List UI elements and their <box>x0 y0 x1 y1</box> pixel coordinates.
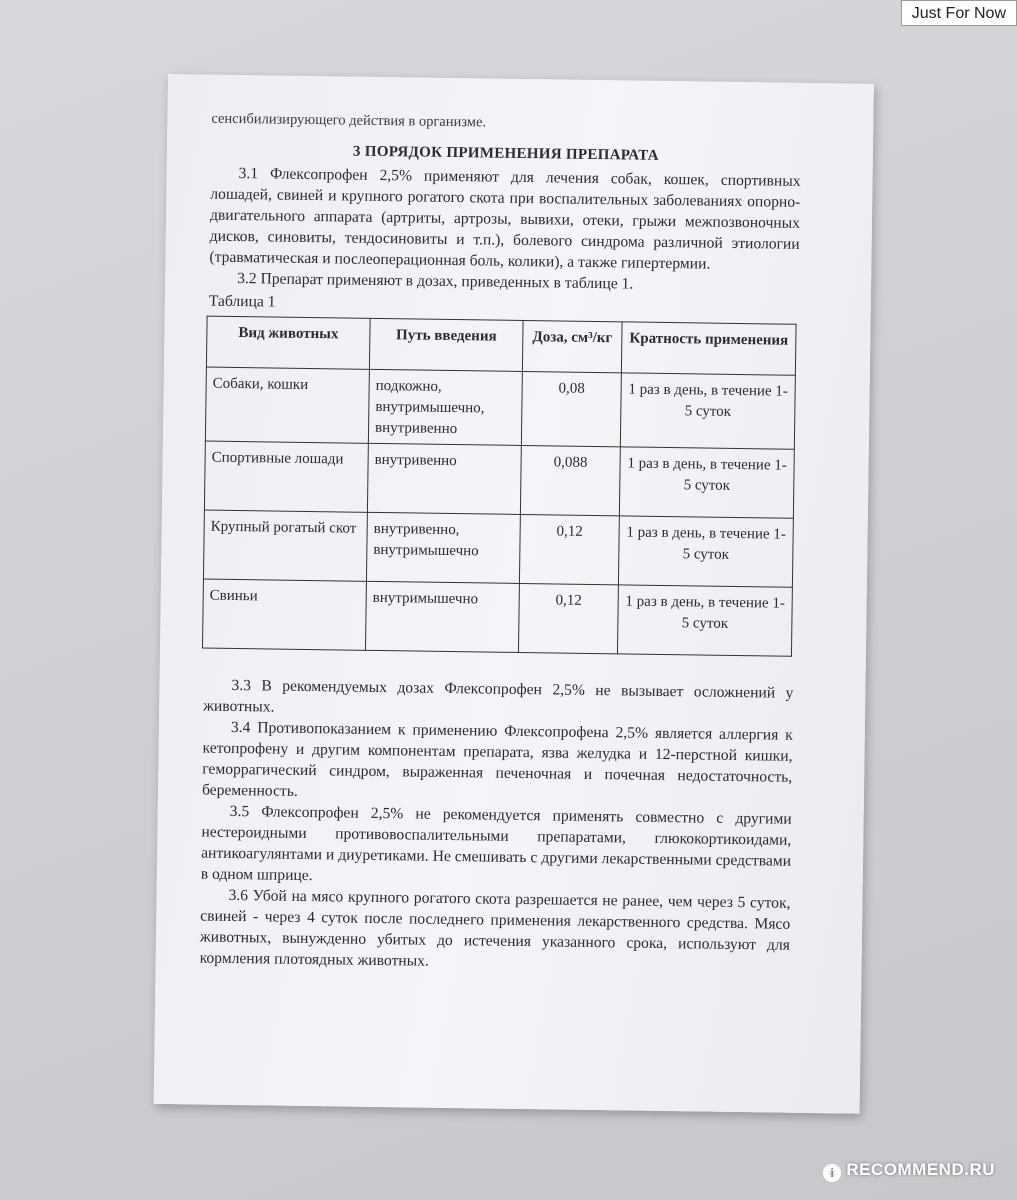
watermark-text: RECOMMEND.RU <box>846 1160 995 1179</box>
cell-animal: Собаки, кошки <box>205 367 369 443</box>
section-title: 3 ПОРЯДОК ПРИМЕНЕНИЯ ПРЕПАРАТА <box>352 143 659 164</box>
cell-animal: Свиньи <box>202 579 366 650</box>
intro-line: сенсибилизирующего действия в организме. <box>211 110 487 131</box>
cell-animal: Спортивные лошади <box>204 441 368 512</box>
cell-dose: 0,12 <box>518 583 618 653</box>
table-row <box>202 579 792 656</box>
cell-route: внутривенно <box>367 443 521 514</box>
document-content <box>200 109 802 977</box>
document-sheet <box>154 74 874 1114</box>
cell-frequency: 1 раз в день, в течение 1-5 суток <box>620 373 795 449</box>
cell-dose: 0,08 <box>521 371 621 446</box>
just-for-now-badge: Just For Now <box>901 0 1017 26</box>
table-header-row <box>206 316 796 375</box>
cell-dose: 0,12 <box>519 514 619 584</box>
table-caption: Таблица 1 <box>208 292 276 311</box>
cell-route: внутривенно, внутримышечно <box>366 512 520 583</box>
header-animal: Вид животных <box>206 316 370 369</box>
paragraph-3-1: 3.1 Флексопрофен 2,5% применяют для лечения собак, кошек, спортивных лошадей, свиней и крупного рогатого скота при воспалительных заболеваниях опорно-двигательного аппарата (артриты, артрозы, вывихи, отеки, грыжи межпозвоночных дисков, синовиты, тендосиновиты и т.п.), болевого синдрома различной этиологии (травматическая и послеоперационная боль, колики), а также гипертермии. <box>209 164 801 273</box>
cell-route: подкожно, внутримышечно, внутривенно <box>368 369 522 445</box>
table-row <box>204 441 794 518</box>
table-row <box>203 510 793 587</box>
paragraph-3-5: 3.5 Флексопрофен 2,5% не рекомендуется применять совместно с другими нестероидными противовоспалительными препаратами, глюкокортикоидами, антикоагулянтами и диуретиками. Не смешивать с другими лекарственными средствами в одном шприце. <box>200 802 792 885</box>
header-frequency: Кратность применения <box>621 322 796 375</box>
paragraph-3-4: 3.4 Противопоказанием к применению Флексопрофена 2,5% является аллергия к кетопрофену и другим компонентам препарата, язва желудка и 12-перстной кишки, геморрагический синдром, выраженная печеночная и почечная недостаточность, беременность. <box>201 718 793 800</box>
cell-animal: Крупный рогатый скот <box>203 510 367 581</box>
dosage-table <box>202 316 797 657</box>
cell-frequency: 1 раз в день, в течение 1-5 суток <box>617 585 792 656</box>
cell-route: внутримышечно <box>365 581 519 652</box>
header-dose: Доза, см³/кг <box>522 320 622 372</box>
recommend-watermark <box>823 1160 995 1182</box>
paragraph-3-2: 3.2 Препарат применяют в дозах, приведенных в таблице 1. <box>237 269 634 293</box>
recommend-logo-icon: i <box>823 1164 841 1182</box>
table-row <box>205 367 795 449</box>
cell-frequency: 1 раз в день, в течение 1-5 суток <box>619 447 794 518</box>
header-route: Путь введения <box>369 318 523 371</box>
cell-dose: 0,088 <box>520 445 620 515</box>
paragraph-3-6: 3.6 Убой на мясо крупного рогатого скота разрешается не ранее, чем через 5 суток, свиней - через 4 суток после последнего применения лекарственного средства. Мясо животных, вынужденно убитых до истечения указанного срока, используют для кормления плотоядных животных. <box>199 886 791 970</box>
cell-frequency: 1 раз в день, в течение 1-5 суток <box>618 516 793 587</box>
paragraph-3-3: 3.3 В рекомендуемых дозах Флексопрофен 2,5% не вызывает осложнений у животных. <box>203 676 794 716</box>
